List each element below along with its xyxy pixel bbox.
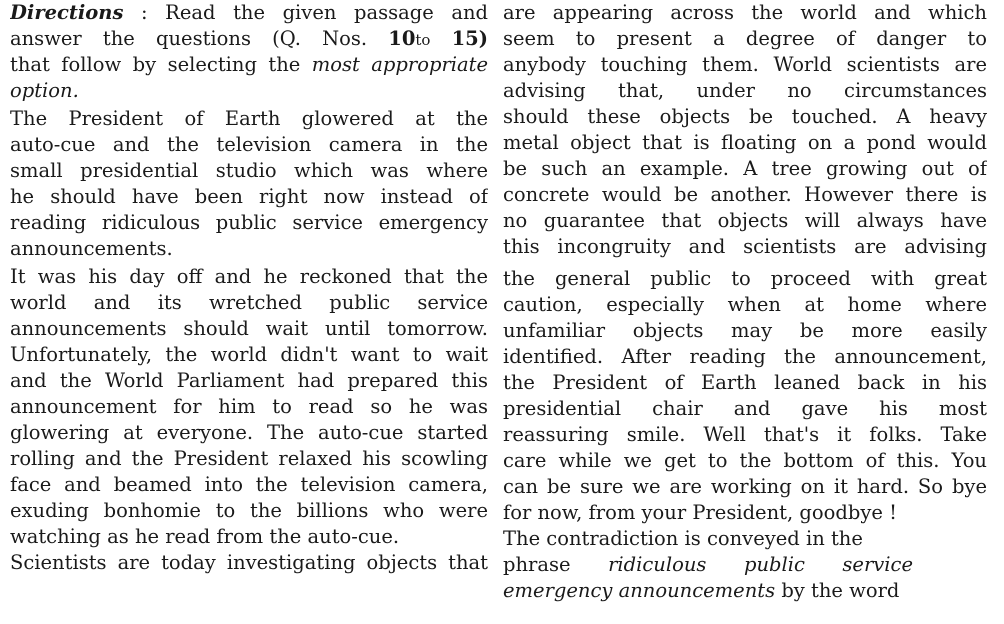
passage-line: watching as he read from the auto-cue. <box>10 525 400 548</box>
passage-line: world and its wretched public service <box>10 291 488 314</box>
passage-line: The President of Earth glowered at the <box>10 107 488 130</box>
passage-line: announcements should wait until tomorrow. <box>10 317 488 340</box>
question-range-end: 15) <box>451 27 488 50</box>
question-range-start: 10 <box>388 27 416 50</box>
directions-text: that follow by selecting the <box>10 53 301 76</box>
passage-line: glowering at everyone. The auto-cue started <box>10 421 488 444</box>
passage-line: unfamiliar objects may be more easily <box>503 319 987 342</box>
passage-line: should these objects be touched. A heavy <box>503 105 987 128</box>
passage-line: he should have been right now instead of <box>10 185 488 208</box>
passage-line: are appearing across the world and which <box>503 1 987 24</box>
question-stem <box>503 526 913 604</box>
passage-line: metal object that is floating on a pond would <box>503 131 987 154</box>
passage-line: the general public to proceed with great <box>503 267 987 290</box>
passage-line: concrete would be another. However there is <box>503 183 987 206</box>
directions-label: Directions <box>10 1 124 24</box>
passage-line: small presidential studio which was where <box>10 159 488 182</box>
passage-line: reading ridiculous public service emergency <box>10 211 488 234</box>
passage-line: advising that, under no circumstances <box>503 79 987 102</box>
question-line <box>503 578 913 604</box>
passage-line: be such an example. A tree growing out of <box>503 157 987 180</box>
directions-emphasis: most appropriate <box>311 53 488 76</box>
question-line: The contradiction is conveyed in the <box>503 527 863 550</box>
question-text: phrase <box>503 553 571 576</box>
directions-text: : Read the given passage and <box>141 1 488 24</box>
directions-line <box>10 26 488 52</box>
question-range-to: to <box>415 31 431 49</box>
passage-line: auto-cue and the television camera in the <box>10 133 488 156</box>
passage-line: Unfortunately, the world didn't want to wait <box>10 343 488 366</box>
passage-line: It was his day off and he reckoned that the <box>10 265 488 288</box>
passage-line: identified. After reading the announcement, <box>503 345 987 368</box>
directions-line <box>10 0 488 26</box>
passage-line: care while we get to the bottom of this. You <box>503 449 987 472</box>
passage-line: seem to present a degree of danger to <box>503 27 987 50</box>
passage-line: for now, from your President, goodbye ! <box>503 501 897 524</box>
question-line <box>503 552 913 578</box>
question-phrase: emergency announcements <box>503 579 776 602</box>
passage-line: and the World Parliament had prepared this <box>10 369 488 392</box>
passage-line: announcements. <box>10 237 173 260</box>
passage-line: this incongruity and scientists are advising <box>503 235 987 258</box>
passage-line: reassuring smile. Well that's it folks. Take <box>503 423 987 446</box>
directions-line: option. <box>10 79 79 102</box>
passage-line: presidential chair and gave his most <box>503 397 987 420</box>
directions-text: answer the questions (Q. Nos. <box>10 27 368 50</box>
passage-line: no guarantee that objects will always have <box>503 209 987 232</box>
passage-line: exuding bonhomie to the billions who were <box>10 499 488 522</box>
passage-line: caution, especially when at home where <box>503 293 987 316</box>
directions-line <box>10 52 488 78</box>
right-column <box>503 0 987 604</box>
passage-line: can be sure we are working on it hard. So bye <box>503 475 987 498</box>
passage-line: anybody touching them. World scientists are <box>503 53 987 76</box>
question-phrase: ridiculous public service <box>608 553 913 576</box>
passage-line: rolling and the President relaxed his scowling <box>10 447 488 470</box>
left-column <box>10 0 488 576</box>
passage-line: the President of Earth leaned back in his <box>503 371 987 394</box>
passage-line: announcement for him to read so he was <box>10 395 488 418</box>
question-text: by the word <box>781 579 900 602</box>
passage-line: face and beamed into the television camera, <box>10 473 488 496</box>
passage-line: Scientists are today investigating objects that <box>10 551 488 574</box>
